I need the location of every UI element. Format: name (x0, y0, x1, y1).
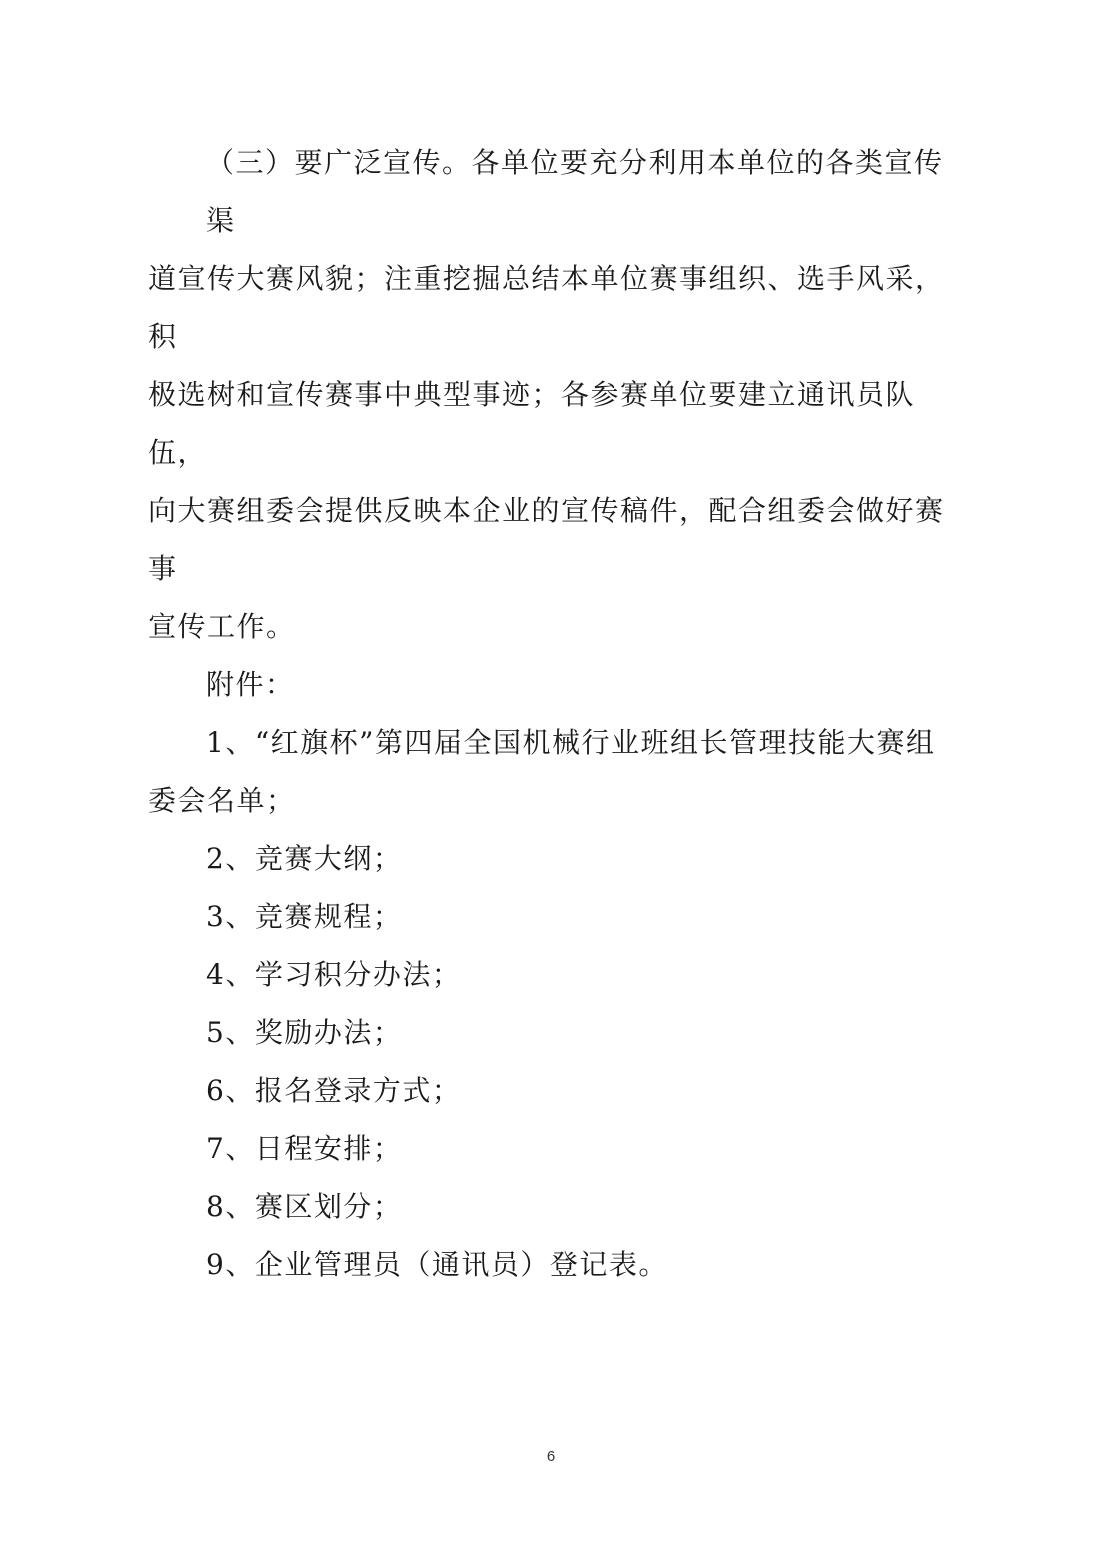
section-3-line-3: 极选树和宣传赛事中典型事迹；各参赛单位要建立通讯员队伍， (148, 378, 916, 469)
attachment-item-2: 2、竞赛大纲； (206, 842, 403, 875)
attachment-item-1-line-1: 1、“红旗杯”第四届全国机械行业班组长管理技能大赛组 (206, 726, 936, 759)
section-3-line-5: 宣传工作。 (148, 610, 296, 643)
attachment-item-7: 7、日程安排； (206, 1132, 403, 1165)
attachment-item-1-line-2: 委会名单； (148, 784, 296, 817)
attachment-item-8: 8、赛区划分； (206, 1190, 403, 1223)
section-3-paragraph (148, 134, 966, 656)
attachment-item-5: 5、奖励办法； (206, 1016, 403, 1049)
section-3-line-4: 向大赛组委会提供反映本企业的宣传稿件，配合组委会做好赛事 (148, 494, 945, 585)
attachment-item-1 (148, 714, 966, 830)
attachment-item-6: 6、报名登录方式； (206, 1074, 462, 1107)
section-3-line-1: （三）要广泛宣传。各单位要充分利用本单位的各类宣传渠 (206, 146, 944, 237)
document-body (148, 134, 966, 1294)
attachments-heading: 附件： (206, 668, 295, 701)
attachment-item-4: 4、学习积分办法； (206, 958, 462, 991)
attachment-item-3: 3、竞赛规程； (206, 900, 403, 933)
attachment-item-9: 9、企业管理员（通讯员）登记表。 (206, 1248, 668, 1281)
section-3-line-2: 道宣传大赛风貌；注重挖掘总结本单位赛事组织、选手风采，积 (148, 262, 945, 353)
page-number: 6 (546, 1448, 556, 1465)
